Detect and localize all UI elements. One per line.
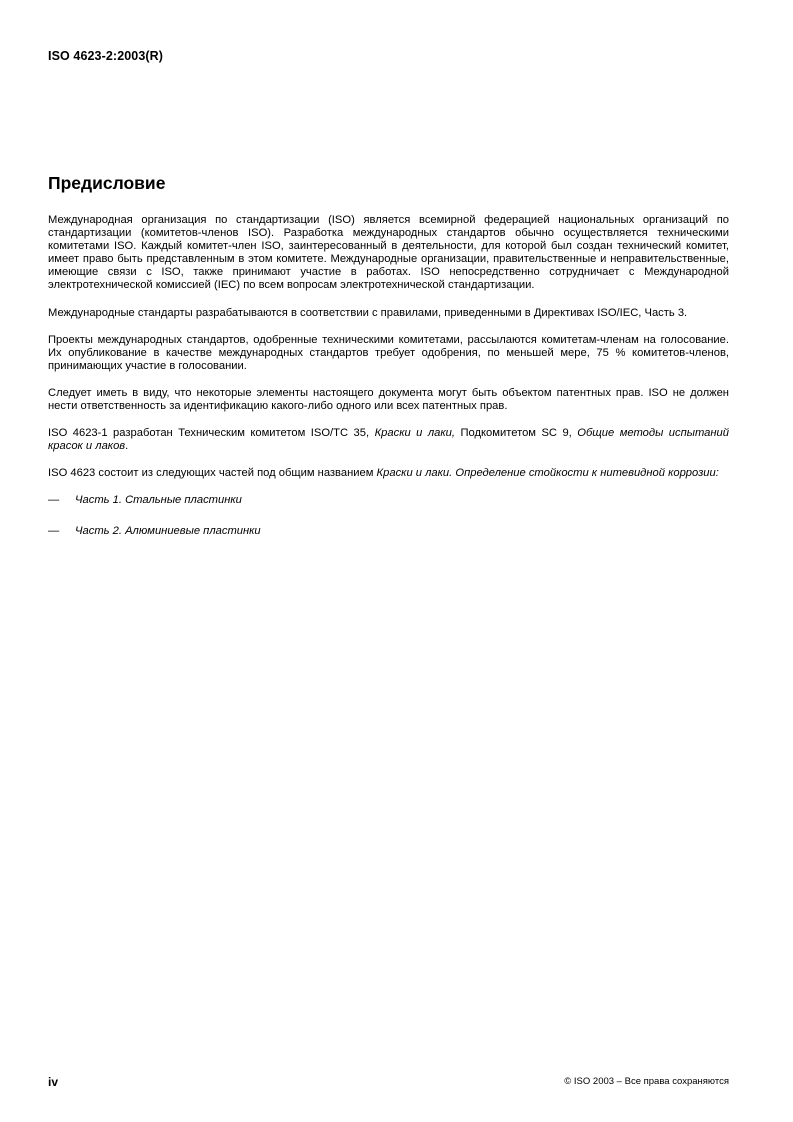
paragraph-directives: Международные стандарты разрабатываются в соответствии с правилами, приведенными в Директивах ISO/IEC, Часть 3.: [48, 306, 688, 319]
list-item-text: Часть 1. Стальные пластинки: [75, 494, 242, 507]
committee-text-1: ISO 4623-1 разработан Техническим комитетом ISO/TC 35,: [48, 427, 375, 440]
list-item-text: Часть 2. Алюминиевые пластинки: [75, 524, 261, 537]
paragraph-patents: Следует иметь в виду, что некоторые элементы настоящего документа могут быть объектом патентных прав. ISO не должен нести ответственность за идентификацию какого-либо одного или всех патентных прав.: [48, 386, 729, 413]
foreword-body: [48, 214, 729, 555]
paragraph-parts: [48, 467, 729, 480]
paragraph-iso-intro: Международная организация по стандартизации (ISO) является всемирной федерацией национальных организаций по стандартизации (комитетов-членов ISO). Разработка международных стандартов обычно осуществляется техническими комитетами ISO. Каждый комитет-член ISO, заинтересованный в деятельности, для которой был создан технический комитет, имеет право быть представленным в этом комитете. Международные организации, правительственные и неправительственные, имеющие связи с ISO, также принимают участие в работах. ISO непосредственно сотрудничает с Международной электротехнической комиссией (IEC) по всем вопросам электротехнической стандартизации.: [48, 214, 729, 292]
parts-italic-1: Краски и лаки. Определение стойкости к нитевидной коррозии:: [376, 467, 719, 480]
list-dash: —: [48, 494, 60, 507]
committee-italic-2: Общие методы испытаний красок и лаков: [48, 427, 730, 453]
paragraph-voting: Проекты международных стандартов, одобренные техническими комитетами, рассылаются комитетам-членам на голосование. Их опубликование в качестве международных стандартов требует одобрения, по меньшей мере, 75 % комитетов-членов, принимающих участие в голосовании.: [48, 333, 729, 372]
copyright-notice: © ISO 2003 – Все права сохраняются: [564, 1076, 729, 1087]
committee-text-3: .: [125, 440, 129, 453]
page-number: iv: [48, 1075, 59, 1089]
list-item: [48, 494, 729, 507]
page-title: Предисловие: [48, 173, 166, 193]
document-id-header: ISO 4623-2:2003(R): [48, 49, 164, 63]
committee-italic-1: Краски и лаки,: [374, 427, 456, 440]
parts-text-1: ISO 4623 состоит из следующих частей под общим названием: [48, 467, 377, 480]
paragraph-committee: [48, 427, 729, 453]
list-dash: —: [48, 524, 60, 537]
list-item: [48, 525, 729, 538]
committee-text-2: Подкомитетом SC 9,: [455, 427, 578, 440]
